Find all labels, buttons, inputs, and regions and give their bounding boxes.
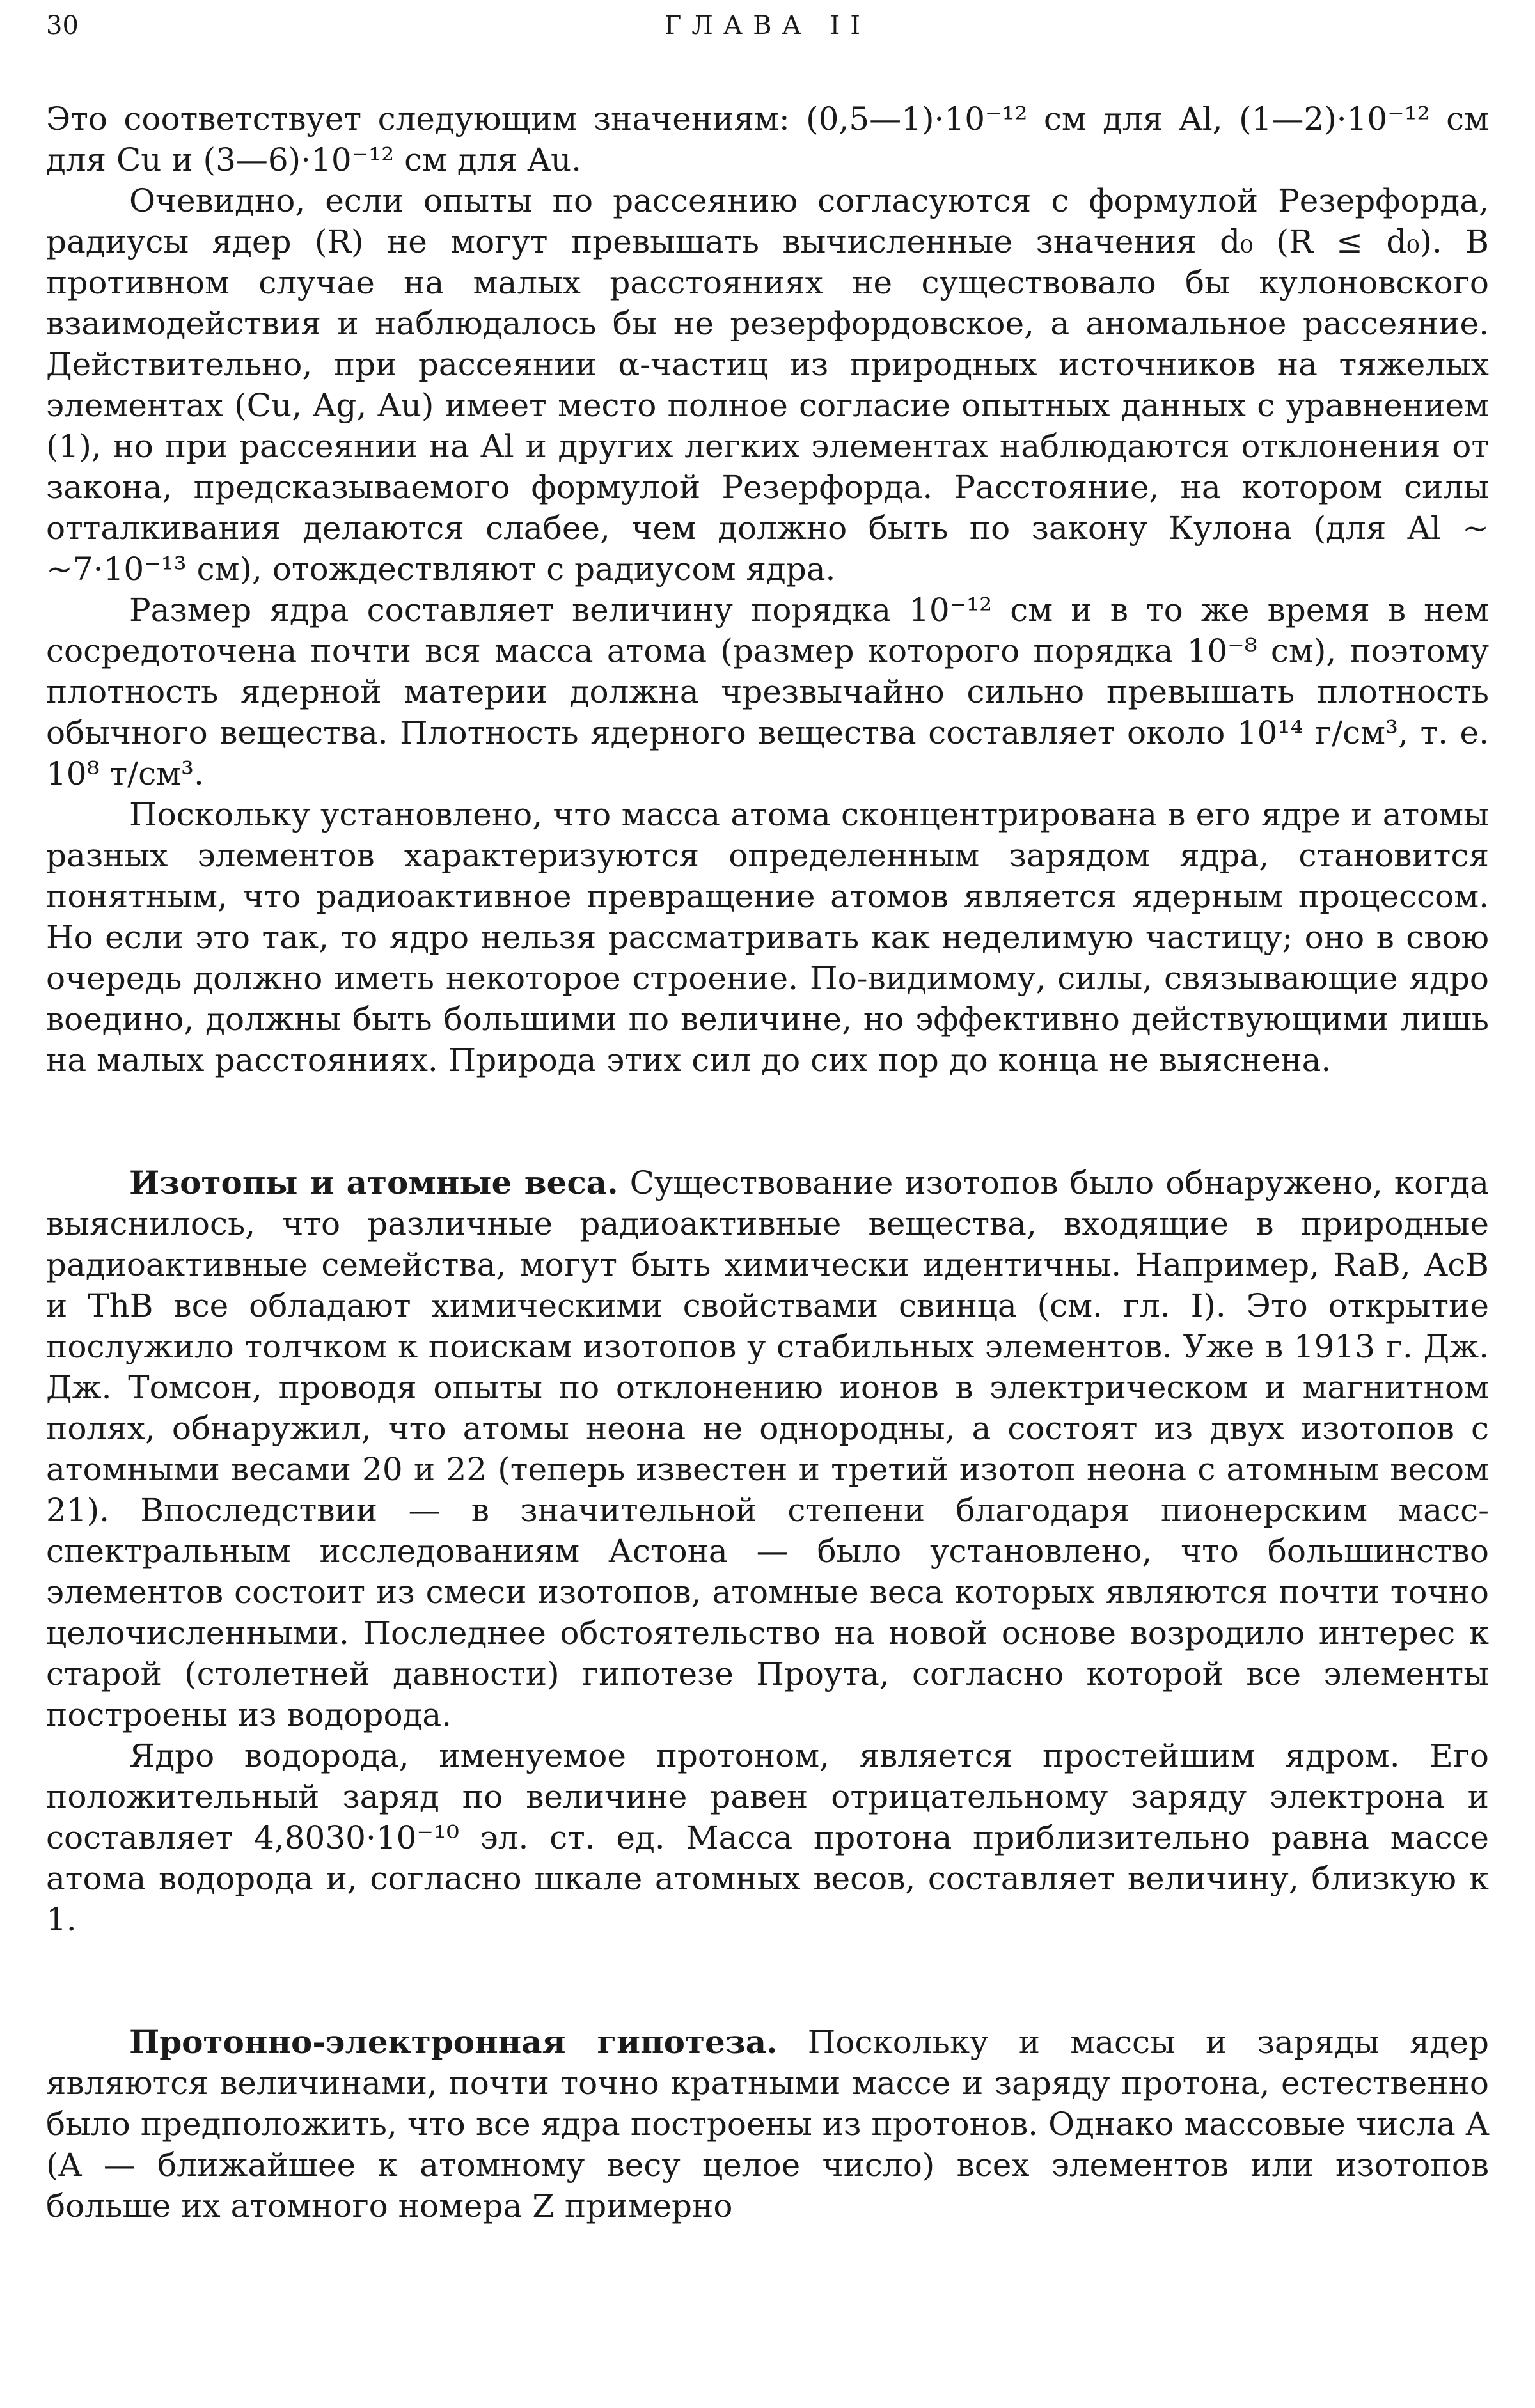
paragraph-proton-electron-hypothesis: [46, 2022, 1489, 2226]
body-text: [46, 98, 1489, 2226]
paragraph-proton: Ядро водорода, именуемое протоном, является простейшим ядром. Его положительный заряд по величине равен отрицательному заряду электрона и составляет 4,8030·10⁻¹⁰ эл. ст. ед. Масса протона приблизительно равна массе атома водорода и, согласно шкале атомных весов, составляет величину, близкую к 1.: [46, 1737, 1489, 1938]
paragraph-isotope-radius-values: Это соответствует следующим значениям: (0,5—1)·10⁻¹² см для Al, (1—2)·10⁻¹² см для Cu и (3—6)·10⁻¹² см для Au.: [46, 100, 1489, 178]
paragraph-isotopes-atomic-weights: [46, 1162, 1489, 1735]
running-head: [46, 5, 1489, 46]
section-heading-proton-electron: Протонно-электронная гипотеза.: [129, 2023, 778, 2061]
paragraph-nuclear-density: Размер ядра составляет величину порядка 10⁻¹² см и в то же время в нем сосредоточена почти вся масса атома (размер которого порядка 10⁻⁸ см), поэтому плотность ядерной материи должна чрезвычайно сильно превышать плотность обычного вещества. Плотность ядерного вещества составляет около 10¹⁴ г/см³, т. е. 10⁸ т/см³.: [46, 591, 1489, 792]
page-number: 30: [46, 11, 79, 40]
paragraph-text: Существование изотопов было обнаружено, когда выяснилось, что различные радиоактивные вещества, входящие в природные радиоактивные семейства, могут быть химически идентичны. Например, RaB, AcB и ThB все обладают химическими свойствами свинца (см. гл. I). Это открытие послужило толчком к поискам изотопов у стабильных элементов. Уже в 1913 г. Дж. Дж. Томсон, проводя опыты по отклонению ионов в электрическом и магнитном полях, обнаружил, что атомы неона не однородны, а состоят из двух изотопов с атомными весами 20 и 22 (теперь известен и третий изотоп неона с атомным весом 21). Впоследствии — в значительной степени благодаря пионерским масс-спектральным исследованиям Астона — было установлено, что большинство элементов состоит из смеси изотопов, атомные веса которых являются почти точно целочисленными. Последнее обстоятельство на новой основе возродило интерес к старой (столетней давности) гипотезе Проута, согласно которой все элементы построены из водорода.: [46, 1164, 1489, 1733]
paragraph-text: Поскольку и массы и заряды ядер являются величинами, почти точно кратными массе и заряду протона, естественно было предположить, что все ядра построены из протонов. Однако массовые числа A (A — ближайшее к атомному весу целое число) всех элементов или изотопов больше их атомного номера Z примерно: [46, 2024, 1489, 2224]
chapter-title: ГЛАВА II: [664, 11, 871, 40]
section-heading-isotopes: Изотопы и атомные веса.: [129, 1164, 618, 1201]
paragraph-nuclear-structure: Поскольку установлено, что масса атома сконцентрирована в его ядре и атомы разных элементов характеризуются определенным зарядом ядра, становится понятным, что радиоактивное превращение атомов является ядерным процессом. Но если это так, то ядро нельзя рассматривать как неделимую частицу; оно в свою очередь должно иметь некоторое строение. По-видимому, силы, связывающие ядро воедино, должны быть большими по величине, но эффективно действующими лишь на малых расстояниях. Природа этих сил до сих пор до конца не выяснена.: [46, 796, 1489, 1079]
paragraph-rutherford-scattering: Очевидно, если опыты по рассеянию согласуются с формулой Резерфорда, радиусы ядер (R) не могут превышать вычисленные значения d₀ (R ≤ d₀). В противном случае на малых расстояниях не существовало бы кулоновского взаимодействия и наблюдалось бы не резерфордовское, а аномальное рассеяние. Действительно, при рассеянии α-частиц из природных источников на тяжелых элементах (Cu, Ag, Au) имеет место полное согласие опытных данных с уравнением (1), но при рассеянии на Al и других легких элементах наблюдаются отклонения от закона, предсказываемого формулой Резерфорда. Расстояние, на котором силы отталкивания делаются слабее, чем должно быть по закону Кулона (для Al ~ ~7·10⁻¹³ см), отождествляют с радиусом ядра.: [46, 182, 1489, 588]
